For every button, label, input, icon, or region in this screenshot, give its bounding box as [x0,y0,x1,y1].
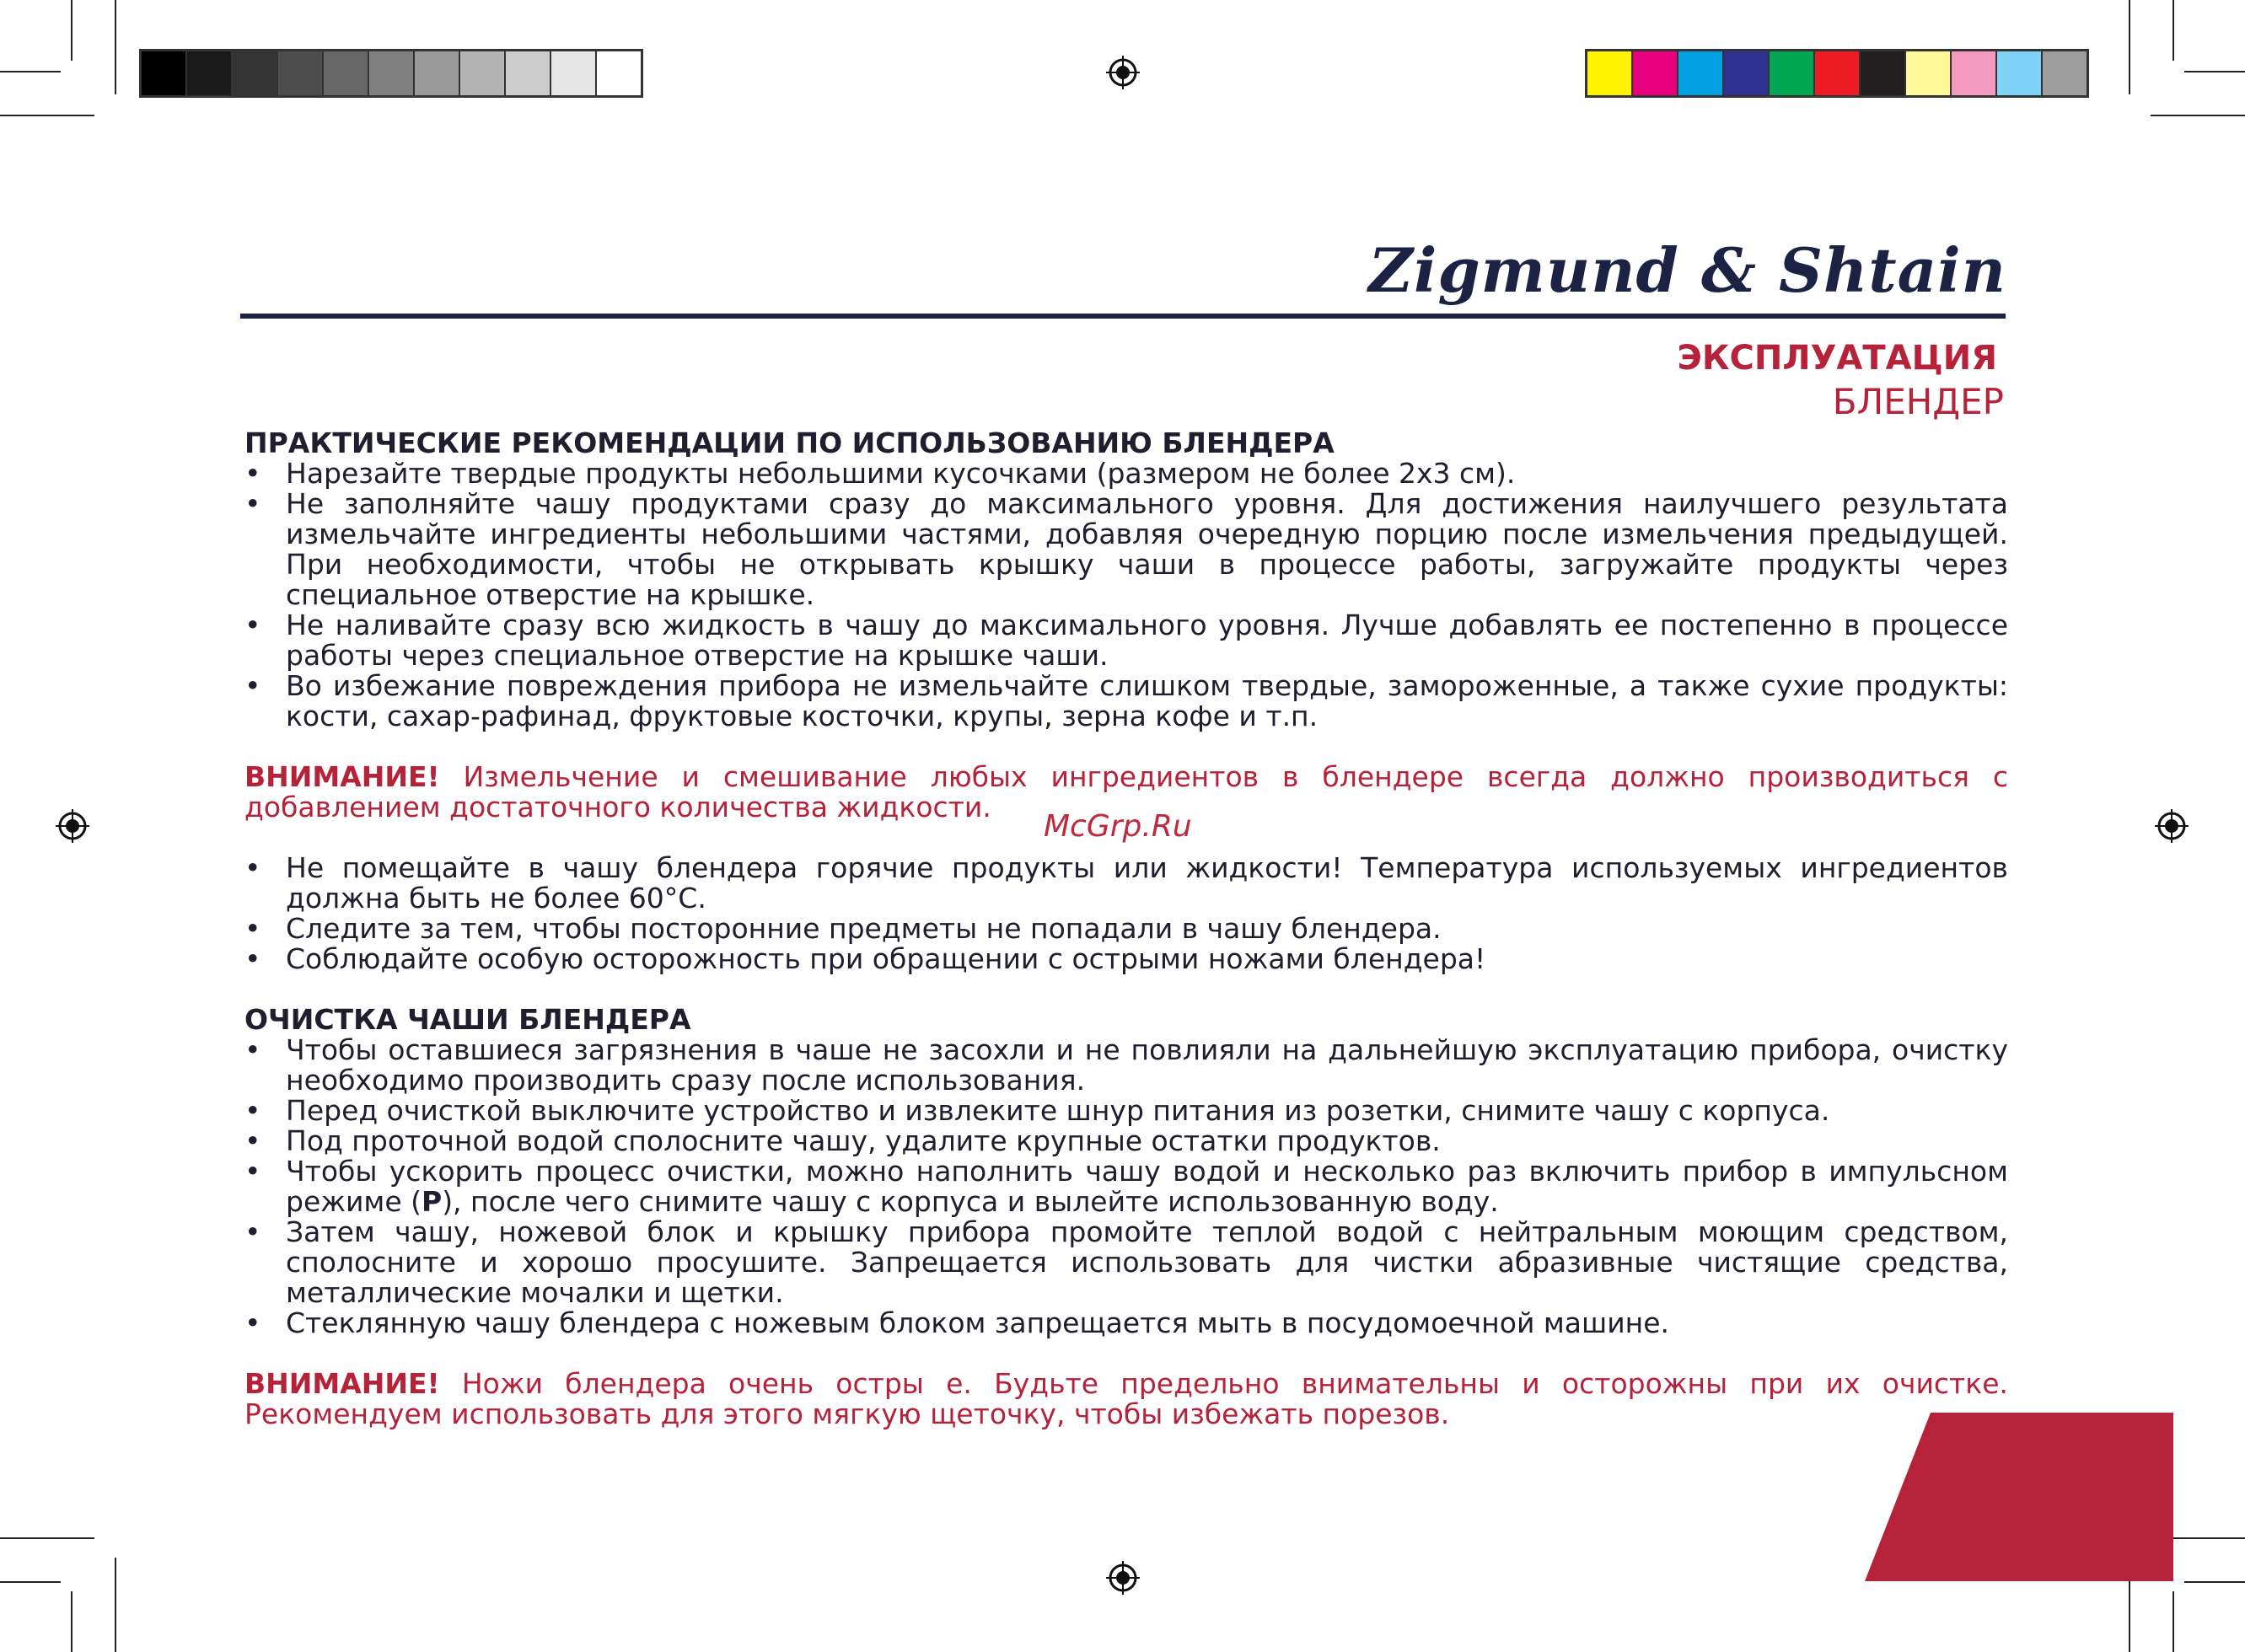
list-item: • Перед очисткой выключите устройство и извлеките шнур питания из розетки, снимите чашу с корпуса. [244,1094,1830,1127]
list-item: • Следите за тем, чтобы посторонние предметы не попадали в чашу блендера. [244,912,1442,945]
crop-mark [115,1558,116,1652]
cleaning-list [244,1035,2008,1338]
safety-list [244,853,2008,974]
crop-mark [2151,1537,2245,1539]
list-item: • Нарезайте твердые продукты небольшими кусочками (размером не более 2х3 см). [244,457,1516,490]
warning-liquid: ВНИМАНИЕ! Измельчение и смешивание любых ингредиентов в блендере всегда должно производиться с добавлением достаточного количества жидкости. [244,760,2008,823]
list-item: • Во избежание повреждения прибора не измельчайте слишком твердые, замороженные, а также сухие продукты: кости, сахар-рафинад, фруктовые косточки, крупы, зерна кофе и т.п. [244,669,2008,732]
crop-mark [2129,0,2130,94]
crop-mark [0,1537,94,1539]
list-item: • Стеклянную чашу блендера с ножевым блоком запрещается мыть в посудомоечной машине. [244,1306,1670,1339]
registration-mark-icon [1106,1561,1140,1595]
crop-mark [2129,1558,2130,1652]
crop-mark [2184,71,2245,72]
crop-mark [0,1581,61,1583]
registration-mark-icon [2155,809,2189,843]
crop-mark [2172,1591,2174,1652]
watermark: McGrp.Ru [1044,809,1192,844]
heading-cleaning: ОЧИСТКА ЧАШИ БЛЕНДЕРА [244,1003,691,1036]
registration-mark-icon [1106,56,1140,89]
warning-knives: ВНИМАНИЕ! Ножи блендера очень остры е. Будьте предельно внимательны и осторожны при их очистке. Рекомендуем использовать для этого мягкую щеточку, чтобы избежать порезов. [244,1367,2008,1430]
list-item: • Не помещайте в чашу блендера горячие продукты или жидкости! Температура используемых ингредиентов должна быть не более 60°С. [244,851,2008,914]
list-item: • Чтобы оставшиеся загрязнения в чаше не засохли и не повлияли на дальнейшую эксплуатацию прибора, очистку необходимо производить сразу после использования. [244,1033,2008,1097]
registration-mark-icon [56,809,89,843]
crop-mark [0,115,94,116]
header-rule [240,314,2006,319]
crop-mark [115,0,116,94]
crop-mark [0,71,61,72]
list-item: • Чтобы ускорить процесс очистки, можно наполнить чашу водой и несколько раз включить прибор в импульсном режиме (P), после чего снимите чашу с корпуса и вылейте использованную воду. [244,1155,2008,1218]
list-item: • Затем чашу, ножевой блок и крышку прибора промойте теплой водой с нейтральным моющим средством, сполосните и хорошо просушите. Запрещается использовать для чистки абразивные чистящие средства, металлические мочалки и щетки. [244,1215,2008,1309]
recommendations-list [244,459,2008,732]
list-item: • Не наливайте сразу всю жидкость в чашу до максимального уровня. Лучше добавлять ее постепенно в процессе работы через специальное отверстие на крышке чаши. [244,609,2008,672]
grayscale-bar [139,49,643,98]
crop-mark [2151,115,2245,116]
crop-mark [2172,0,2174,61]
section-title: ЭКСПЛУАТАЦИЯ [1677,339,1997,378]
crop-mark [71,1591,73,1652]
list-item: • Под проточной водой сполосните чашу, удалите крупные остатки продуктов. [244,1124,1441,1157]
list-item: • Соблюдайте особую осторожность при обращении с острыми ножами блендера! [244,942,1486,975]
heading-recommendations: ПРАКТИЧЕСКИЕ РЕКОМЕНДАЦИИ ПО ИСПОЛЬЗОВАНИЮ БЛЕНДЕРА [244,426,1335,459]
color-bar [1585,49,2089,98]
brand-logo: Zigmund & Shtain [1368,234,2006,306]
document-body [244,428,2008,1460]
section-subtitle: БЛЕНДЕР [1832,381,2004,422]
crop-mark [71,0,73,61]
crop-mark [2184,1581,2245,1583]
list-item: • Не заполняйте чашу продуктами сразу до максимального уровня. Для достижения наилучшего результата измельчайте ингредиенты небольшими частями, добавляя очередную порцию после измельчения предыдущей. При необходимости, чтобы не открывать крышку чаши в процессе работы, загружайте продукты через специальное отверстие на крышке. [244,487,2008,611]
